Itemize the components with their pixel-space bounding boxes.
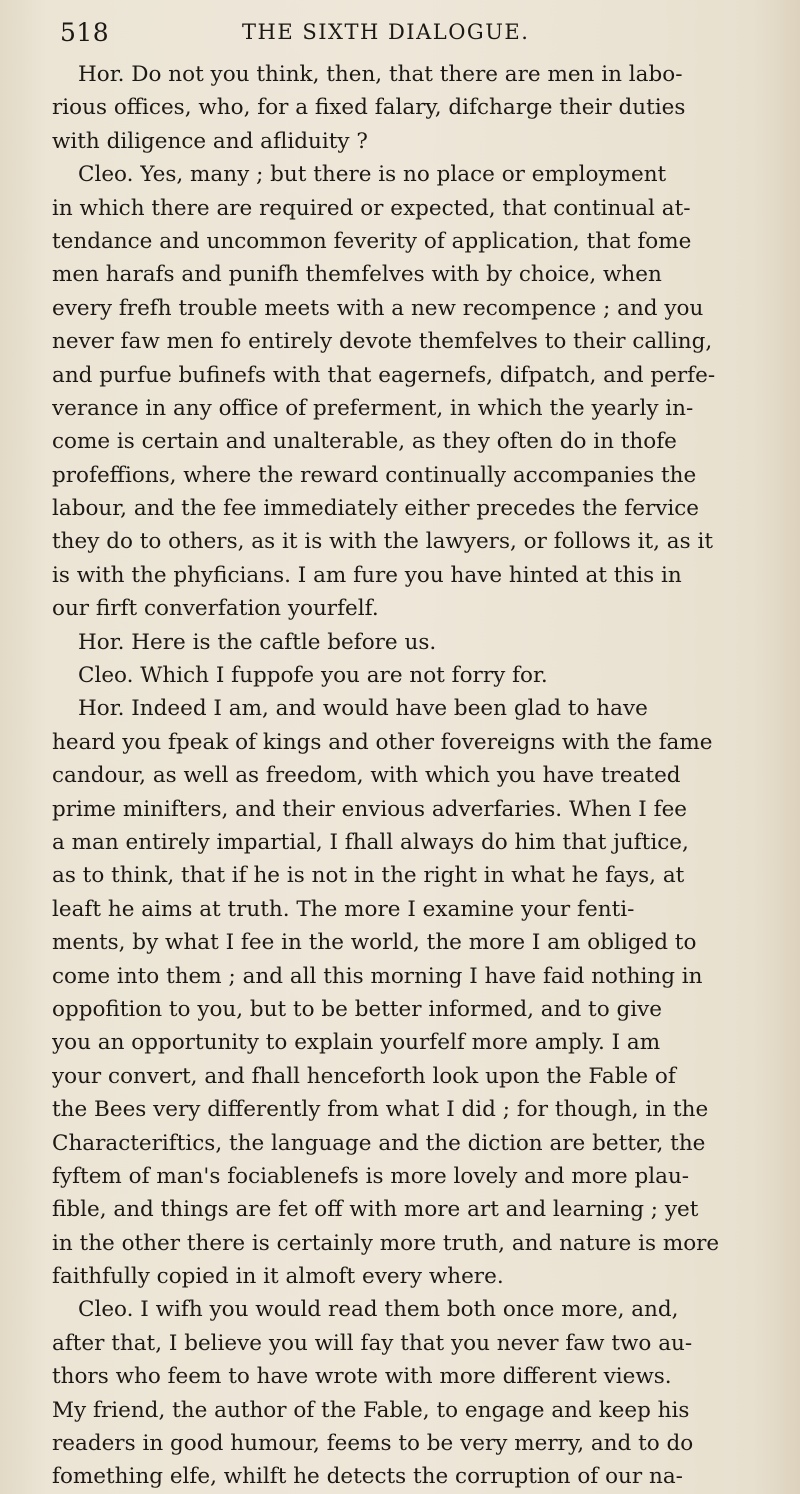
- text-line: tendance and uncommon feverity of application, that fome: [52, 228, 692, 254]
- text-line: men harafs and punifh themfelves with by choice, when: [52, 262, 662, 288]
- text-line: Cleo. Yes, many ; but there is no place or employment: [78, 162, 667, 188]
- text-line: a man entirely impartial, I fhall always do him that juftice,: [52, 829, 689, 855]
- dialogue-text: [52, 58, 768, 1494]
- text-line: they do to others, as it is with the lawyers, or follows it, as it: [52, 529, 713, 555]
- text-line: and purfue bufinefs with that eagernefs, difpatch, and perfe-: [52, 362, 716, 388]
- text-line: after that, I believe you will fay that you never faw two au-: [52, 1330, 693, 1356]
- text-line: never faw men fo entirely devote themfelves to their calling,: [52, 329, 713, 355]
- text-line: thors who feem to have wrote with more different views.: [52, 1364, 672, 1390]
- text-line: rious offices, who, for a fixed falary, difcharge their duties: [52, 95, 686, 121]
- text-line: ments, by what I fee in the world, the more I am obliged to: [52, 930, 697, 956]
- running-head: THE SIXTH DIALOGUE.: [242, 20, 530, 44]
- text-line: is with the phyficians. I am fure you have hinted at this in: [52, 562, 682, 588]
- text-line: My friend, the author of the Fable, to engage and keep his: [52, 1397, 690, 1423]
- page-header: [52, 10, 768, 50]
- text-line: fomething elfe, whilft he detects the corruption of our na-: [52, 1464, 683, 1490]
- text-line: you an opportunity to explain yourfelf more amply. I am: [52, 1030, 661, 1056]
- text-line: labour, and the fee immediately either precedes the fervice: [52, 496, 700, 522]
- text-line: our firft converfation yourfelf.: [52, 596, 379, 622]
- text-line: every frefh trouble meets with a new recompence ; and you: [52, 295, 704, 321]
- text-line: fible, and things are fet off with more art and learning ; yet: [52, 1197, 699, 1223]
- text-line: Cleo. I wifh you would read them both once more, and,: [78, 1297, 679, 1323]
- text-line: Cleo. Which I fuppofe you are not forry for.: [78, 663, 548, 689]
- text-line: leaft he aims at truth. The more I examine your fenti-: [52, 896, 635, 922]
- text-line: heard you fpeak of kings and other fovereigns with the fame: [52, 729, 713, 755]
- text-line: in the other there is certainly more truth, and nature is more: [52, 1230, 720, 1256]
- text-line: come into them ; and all this morning I have faid nothing in: [52, 963, 703, 989]
- text-line: fyftem of man's fociablenefs is more lovely and more plau-: [52, 1163, 690, 1189]
- book-page: [52, 10, 768, 1490]
- text-line: Hor. Indeed I am, and would have been glad to have: [78, 696, 648, 722]
- text-line: with diligence and afliduity ?: [52, 128, 368, 154]
- text-line: Hor. Here is the caftle before us.: [78, 629, 437, 655]
- text-line: verance in any office of preferment, in which the yearly in-: [52, 395, 694, 421]
- text-line: your convert, and fhall henceforth look upon the Fable of: [52, 1063, 676, 1089]
- text-line: faithfully copied in it almoft every where.: [52, 1264, 504, 1290]
- text-line: the Bees very differently from what I did ; for though, in the: [52, 1097, 709, 1123]
- page-number: 518: [60, 18, 110, 47]
- text-line: prime minifters, and their envious adverfaries. When I fee: [52, 796, 688, 822]
- text-line: candour, as well as freedom, with which you have treated: [52, 763, 681, 789]
- text-line: come is certain and unalterable, as they often do in thofe: [52, 429, 677, 455]
- text-line: Hor. Do not you think, then, that there are men in labo-: [78, 62, 683, 87]
- text-line: as to think, that if he is not in the right in what he fays, at: [52, 863, 685, 889]
- text-line: Characteriftics, the language and the diction are better, the: [52, 1130, 706, 1156]
- text-line: in which there are required or expected, that continual at-: [52, 195, 691, 221]
- text-line: readers in good humour, feems to be very merry, and to do: [52, 1431, 694, 1457]
- text-line: oppofition to you, but to be better informed, and to give: [52, 996, 662, 1022]
- text-line: profeffions, where the reward continually accompanies the: [52, 462, 697, 488]
